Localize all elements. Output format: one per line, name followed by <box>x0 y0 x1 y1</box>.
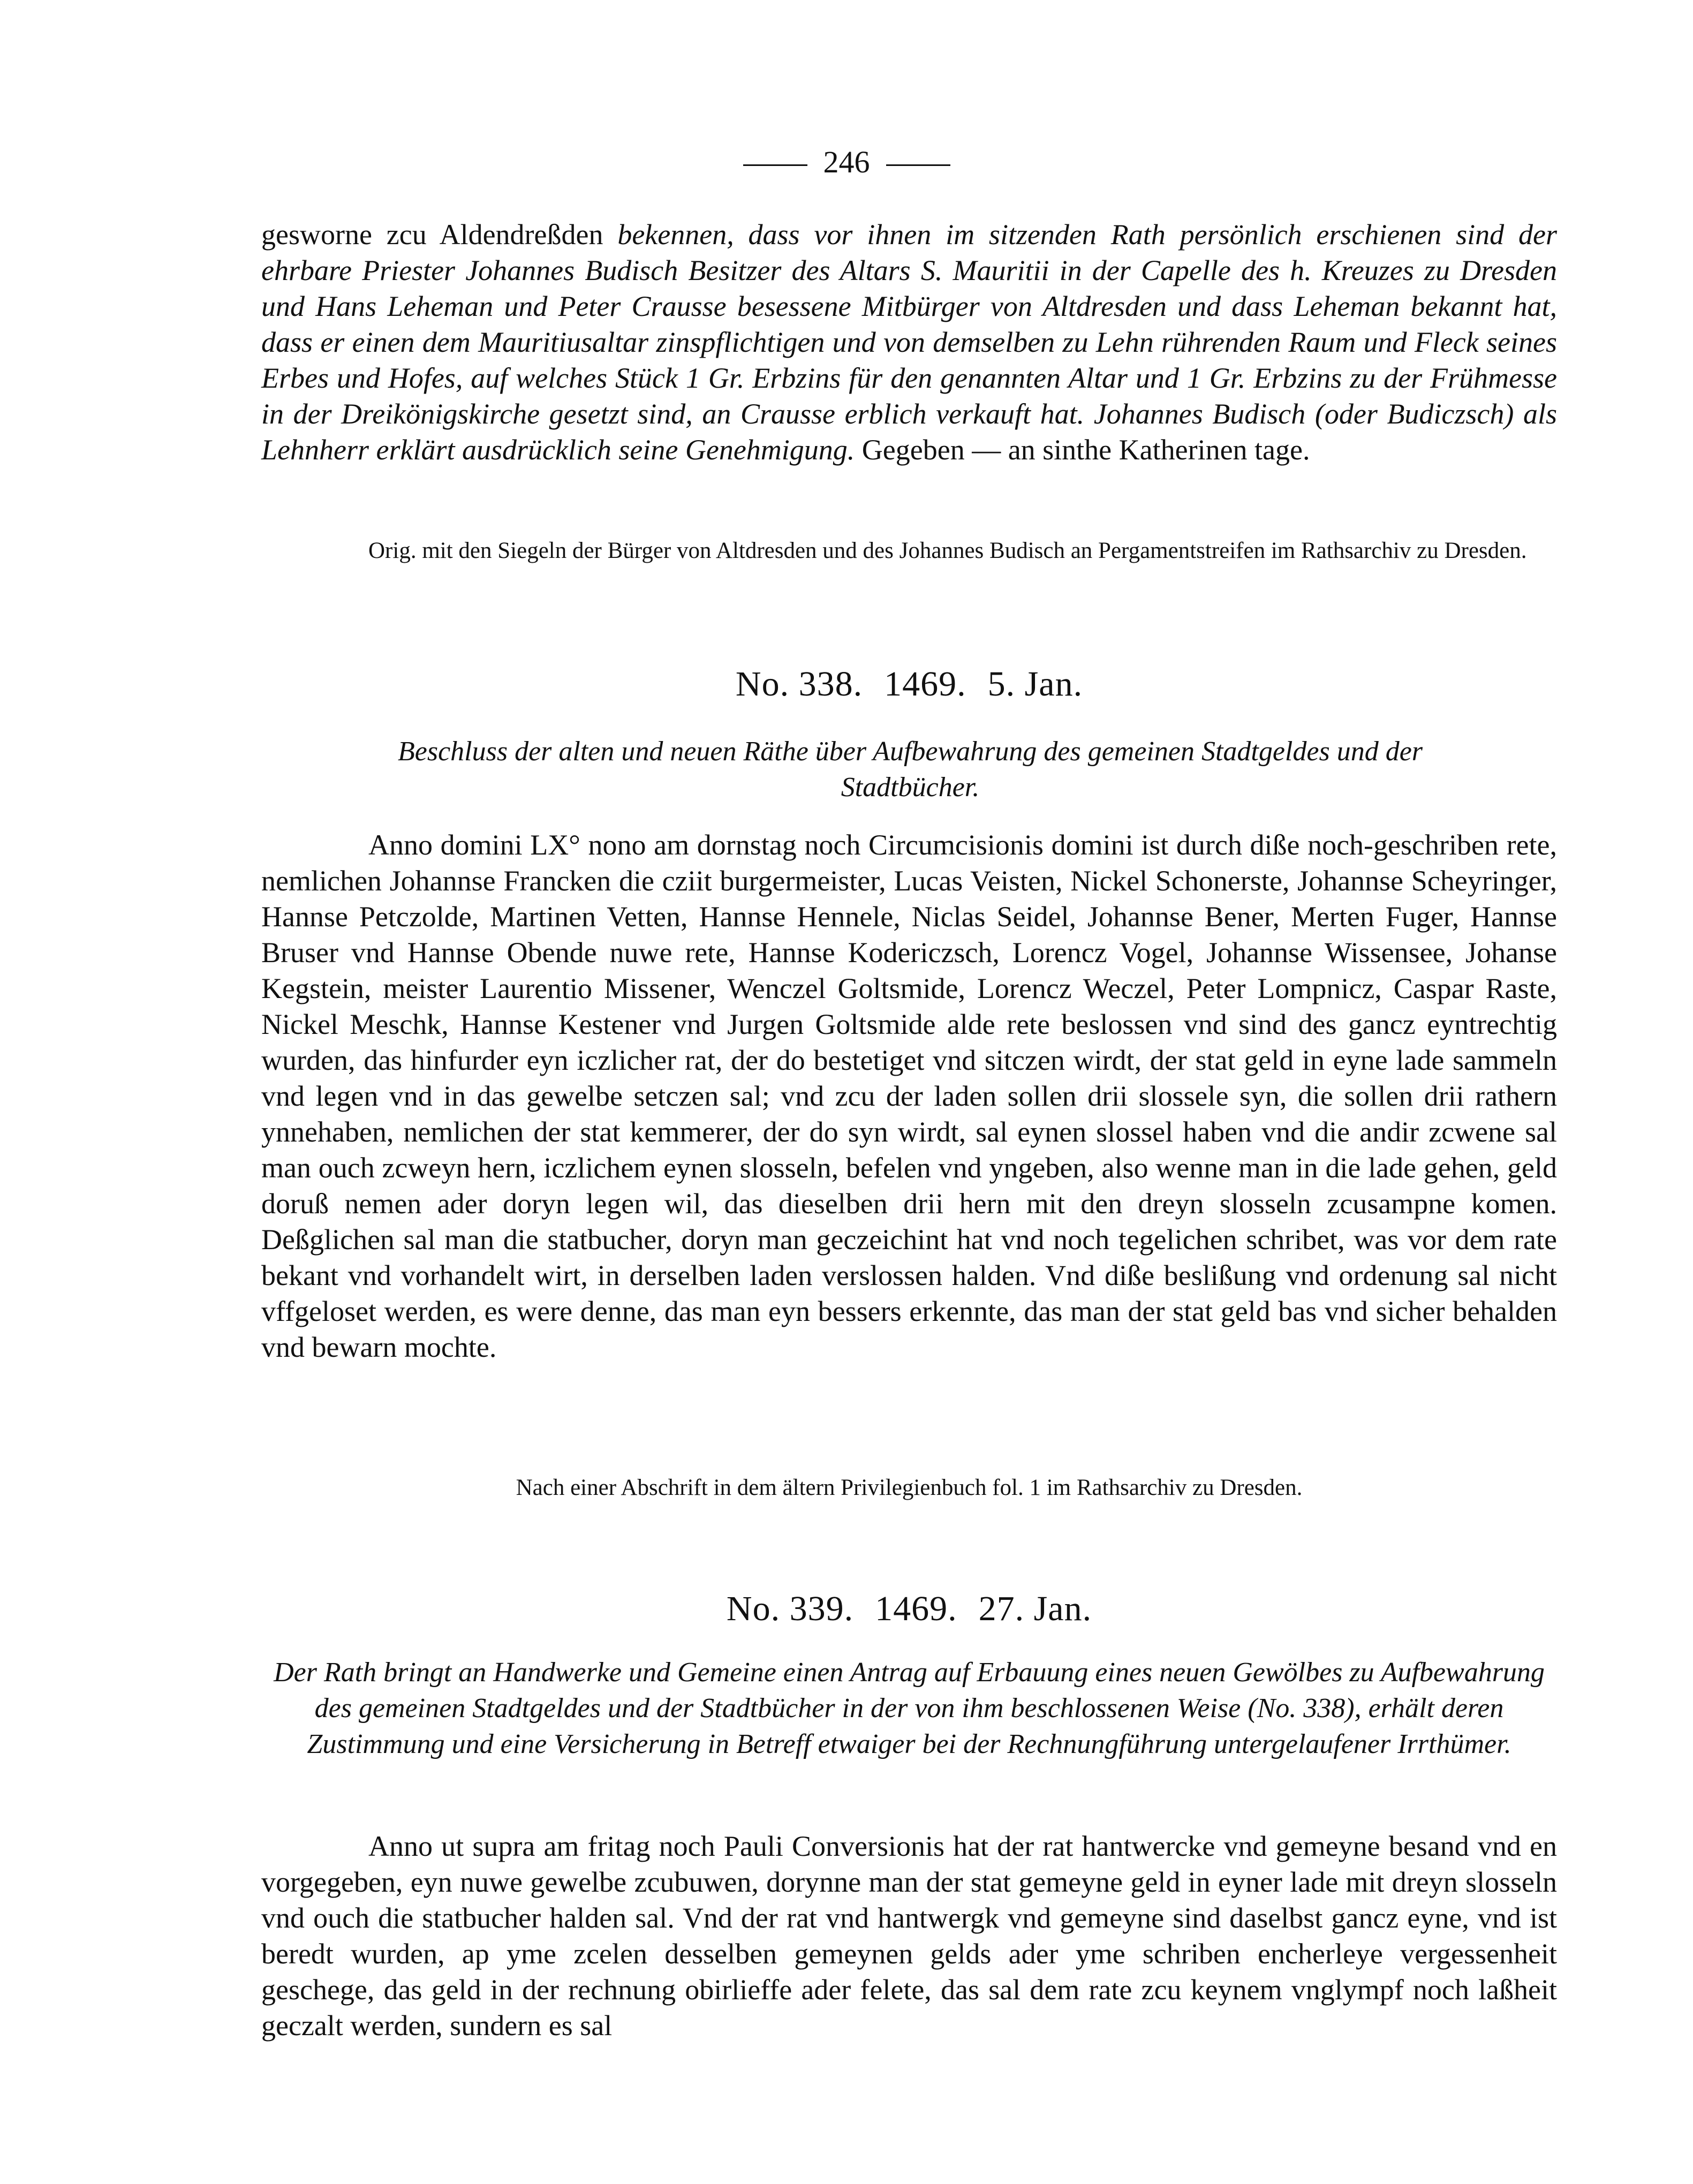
document-year: 1469. <box>884 664 966 704</box>
doc-339-heading <box>261 1588 1557 1630</box>
source-note: Nach einer Abschrift in dem ältern Privilegienbuch fol. 1 im Rathsarchiv zu Dresden. <box>516 1475 1303 1500</box>
header-rule-right <box>886 164 950 166</box>
document-text: Anno domini LX° nono am dornstag noch Circumcisionis domini ist durch diße noch-geschriben rete, nemlichen Johannse Francken die cziit burgermeister, Lucas Veisten, Nickel Schonerste, Johannse Scheyringer, Hannse Petczolde, Martinen Vetten, Hannse Hennele, Niclas Seidel, Johannse Bener, Merten Fuger, Hannse Bruser vnd Hannse Obende nuwe rete, Hannse Kodericzsch, Lorencz Vogel, Johannse Wissensee, Johanse Kegstein, meister Laurentio Missener, Wenczel Goltsmide, Lorencz Weczel, Peter Lompnicz, Caspar Raste, Nickel Meschk, Hannse Kestener vnd Jurgen Goltsmide alde rete beslossen vnd sind des gancz eyntrechtig wurden, das hinfurder eyn iczlicher rat, der do bestetiget vnd sitczen wirdt, der stat geld in eyne lade sammeln vnd legen vnd in das gewelbe setczen sal; vnd zcu der laden sollen drii slossele syn, die sollen drii rathern ynnehaben, nemlichen der stat kemmerer, der do syn wirdt, sal eynen slossel haben vnd die andir zcwene sal man ouch zcweyn hern, iczlichem eynen slosseln, befelen vnd yngeben, also wenne man in die lade gehen, geld doruß nemen ader doryn legen wil, das dieselben drii hern mit den dreyn slosseln zcusampne komen. Deßglichen sal man die statbucher, doryn man geczeichint hat vnd noch tegelichen schribet, was vor dem rate bekant vnd vorhandelt wirt, in derselben laden verslossen halden. Vnd diße beslißung vnd ordenung sal nicht vffgeloset werden, es were denne, das man eyn bessers erkennte, das man der stat geld bas vnd sicher behalden vnd bewarn mochte. <box>261 829 1557 1363</box>
source-note: Orig. mit den Siegeln der Bürger von Altdresden und des Johannes Budisch an Pergamentstreifen im Rathsarchiv zu Dresden. <box>368 538 1527 563</box>
document-text: Anno ut supra am fritag noch Pauli Conversionis hat der rat hantwercke vnd gemeyne besand vnd en vorgegeben, eyn nuwe gewelbe zcubuwen, dorynne man der stat gemeyne geld in eyner lade mit dreyn slosseln vnd ouch die statbucher halden sal. Vnd der rat vnd hantwergk vnd gemeyne sind daselbst gancz eyne, vnd ist beredt wurden, ap yme zcelen desselben gemeynen gelds ader yme schriben encherleye vergessenheit geschege, das geld in der rechnung obirlieffe ader felete, das sal dem rate zcu keynem vnglympf noch laßheit geczalt werden, sundern es sal <box>261 1830 1557 2042</box>
intro-source-note <box>261 535 1557 566</box>
document-summary: Der Rath bringt an Handwerke und Gemeine einen Antrag auf Erbauung eines neuen Gewölbes zu Aufbewahrung des gemeinen Stadtgeldes und der Stadtbücher in der von ihm beschlossenen Weise (No. 338), erhält deren Zustimmung und eine Versicherung in Betreff etwaiger bei der Rechnungführung untergelaufener Irrthümer. <box>274 1657 1545 1759</box>
intro-paragraph <box>261 217 1557 468</box>
document-summary: Beschluss der alten und neuen Räthe über Aufbewahrung des gemeinen Stadtgeldes und der Stadtbücher. <box>397 736 1423 803</box>
doc-339-body <box>261 1828 1557 2044</box>
intro-text-roman: gesworne zcu Aldendreßden <box>261 218 618 251</box>
document-number: No. 338. <box>735 664 863 704</box>
document-title <box>261 1588 1557 1630</box>
intro-text-italic: bekennen, dass vor ihnen im sitzenden Rath persönlich erschienen sind der ehrbare Priester Johannes Budisch Besitzer des Altars S. Mauritii in der Capelle des h. Kreuzes zu Dresden und Hans Leheman und Peter Crausse besessene Mitbürger von Altdresden und dass Leheman bekannt hat, dass er einen dem Mauritiusaltar zinspflichtigen und von demselben zu Lehn rührenden Raum und Fleck seines Erbes und Hofes, auf welches Stück 1 Gr. Erbzins für den genannten Altar und 1 Gr. Erbzins zu der Frühmesse in der Dreikönigskirche gesetzt sind, an Crausse erblich verkauft hat. Johannes Budisch (oder Budiczsch) als Lehnherr erklärt ausdrücklich seine Genehmigung. <box>261 218 1558 466</box>
document-date: 27. Jan. <box>978 1589 1092 1628</box>
document-number: No. 339. <box>726 1589 854 1628</box>
header-rule-left <box>743 164 807 166</box>
document-date: 5. Jan. <box>987 664 1083 704</box>
doc-338-body <box>261 827 1557 1365</box>
document-year: 1469. <box>875 1589 957 1628</box>
doc-339-summary-box <box>261 1654 1557 1762</box>
page-header <box>0 143 1693 181</box>
document-title <box>261 663 1557 706</box>
intro-text-closing: Gegeben — an sinthe Katherinen tage. <box>855 434 1310 466</box>
doc-338-heading <box>261 663 1557 706</box>
page-number: 246 <box>823 145 870 179</box>
intro-section <box>261 217 1557 468</box>
doc-338-note-box <box>261 1472 1557 1503</box>
doc-338-summary-box <box>343 734 1478 805</box>
